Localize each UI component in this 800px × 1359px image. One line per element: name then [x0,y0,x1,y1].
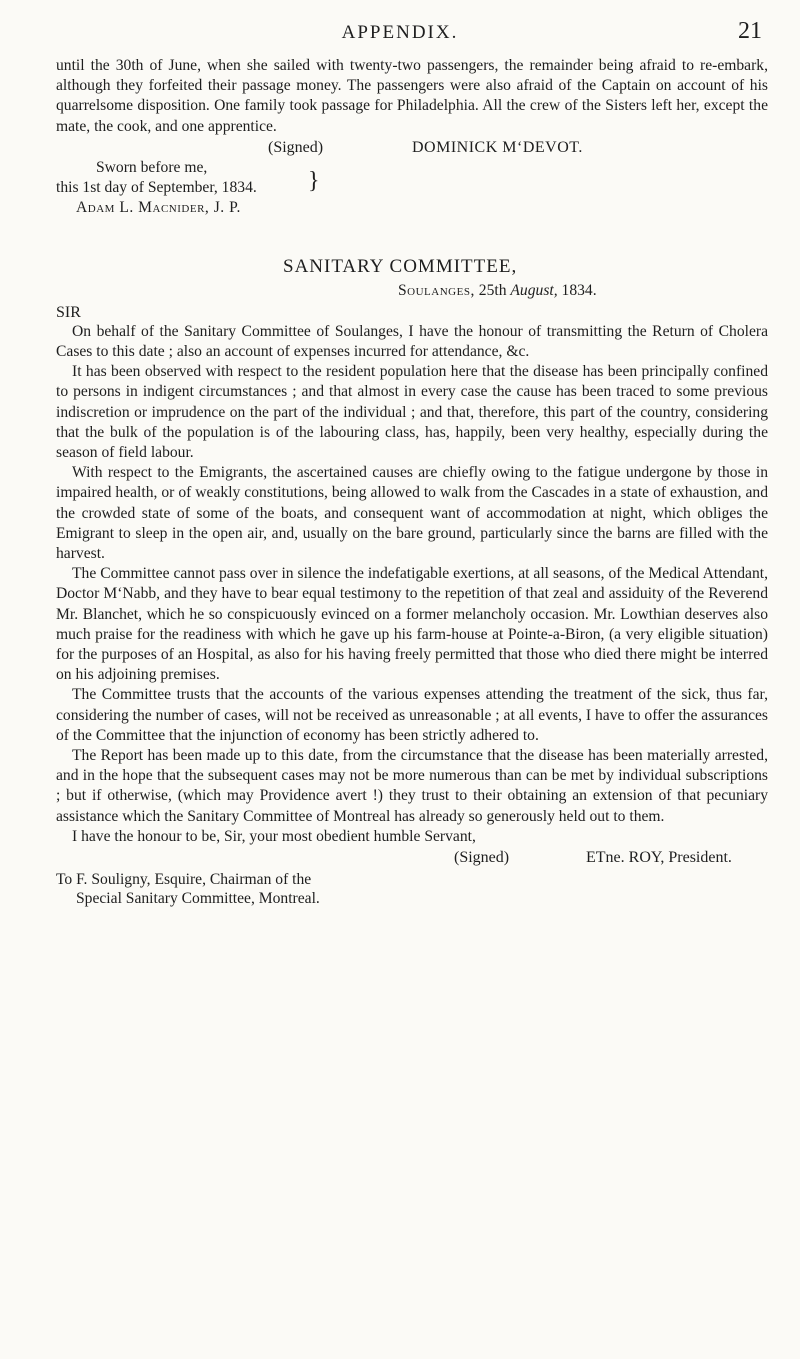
sworn-line-1: Sworn before me, [96,158,208,176]
letter-place-date [398,282,768,300]
letter-paragraph: It has been observed with respect to the resident population here that the disease has been principally confined to persons in indigent circumstances ; and that almost in every case the cause has been traced to some previous indiscretion or imprudence on the part of the individual ; and that, therefore, this part of the country, considering that the bulk of the population is of the labouring class, has, happily, been very healthy, especially during the season of field labour. [56,363,768,462]
salutation: SIR [56,303,81,321]
letter-date-day: 25th [478,281,507,299]
running-head: APPENDIX. [341,22,459,43]
letter-date-month: August, [510,281,558,299]
letter-paragraph: The Report has been made up to this date, from the circumstance that the disease has been materially arrested, and in the hope that the subsequent cases may not be more numerous than can be met by individual subscriptions ; but if otherwise, (which may Providence avert !) they trust to their obtaining an extension of that pecuniary assistance which the Sanitary Committee of Montreal has already so generously held out to them. [56,747,768,825]
letter-paragraph: On behalf of the Sanitary Committee of Soulanges, I have the honour of transmitting the Return of Cholera Cases to this date ; also an account of expenses incurred for attendance, &c. [56,322,768,361]
letter-heading: SANITARY COMMITTEE, [283,255,518,277]
page-body [56,56,768,908]
signatory-name: ETne. ROY, President. [586,849,732,867]
addressee [56,870,768,908]
letter-paragraph: The Committee cannot pass over in silence the indefatigable exertions, at all seasons, of the Medical Attendant, Doctor M‘Nabb, and they have to bear equal testimony to the repetition of that zeal and assiduity of the Reverend Mr. Blanchet, which he so conspicuously evinced on a former melancholy occasion. Mr. Lowthian deserves also much praise for the readiness with which he gave up his farm-house at Pointe-a-Biron, (a very eligible situation) for the purposes of an Hospital, as also for his having freely permitted that those who died there might be interred on his adjoining premises. [56,565,768,684]
letter-paragraph: The Committee trusts that the accounts of the various expenses attending the treatment of the sick, thus far, considering the number of cases, will not be received as unreasonable ; at all events, I have to offer the assurances of the Committee that the injunction of economy has been strictly adhered to. [56,686,768,744]
deposition-signature [56,137,768,158]
closing-line: I have the honour to be, Sir, your most obedient humble Servant, [72,827,476,845]
deposition-paragraph: until the 30th of June, when she sailed with twenty-two passengers, the remainder being afraid to re-embark, although they forfeited their passage money. The passengers were also afraid of the Captain on account of his quarrelsome disposition. One family took passage for Philadelphia. All the crew of the Sisters left her, except the mate, the cook, and one apprentice. [56,57,768,135]
sworn-statement [56,158,376,198]
letter-paragraph: With respect to the Emigrants, the ascertained causes are chiefly owing to the fatigue undergone by those in impaired health, or of weakly constitutions, being allowed to walk from the Cascades in a state of exhaustion, and the crowded state of some of the boats, and consequent want of accommodation at night, which obliges the Emigrant to sleep in the open air, and, usually on the bare ground, particularly since the barns are filled with the harvest. [56,464,768,563]
page-number: 21 [738,18,762,44]
justice-of-peace: Adam L. Macnider, J. P. [76,198,241,216]
signatory-name: DOMINICK M‘DEVOT. [412,138,583,156]
signed-label: (Signed) [454,849,510,867]
address-line-1: To F. Souligny, Esquire, Chairman of the [56,871,312,889]
letter-place: Soulanges, [398,281,475,299]
address-line-2: Special Sanitary Committee, Montreal. [76,890,320,908]
letter-date-year: 1834. [561,281,597,299]
sworn-line-2: this 1st day of September, 1834. [56,178,257,196]
brace-symbol: } [308,167,320,194]
page-header [0,18,800,48]
letter-signature [56,847,768,868]
signed-label: (Signed) [268,138,324,156]
